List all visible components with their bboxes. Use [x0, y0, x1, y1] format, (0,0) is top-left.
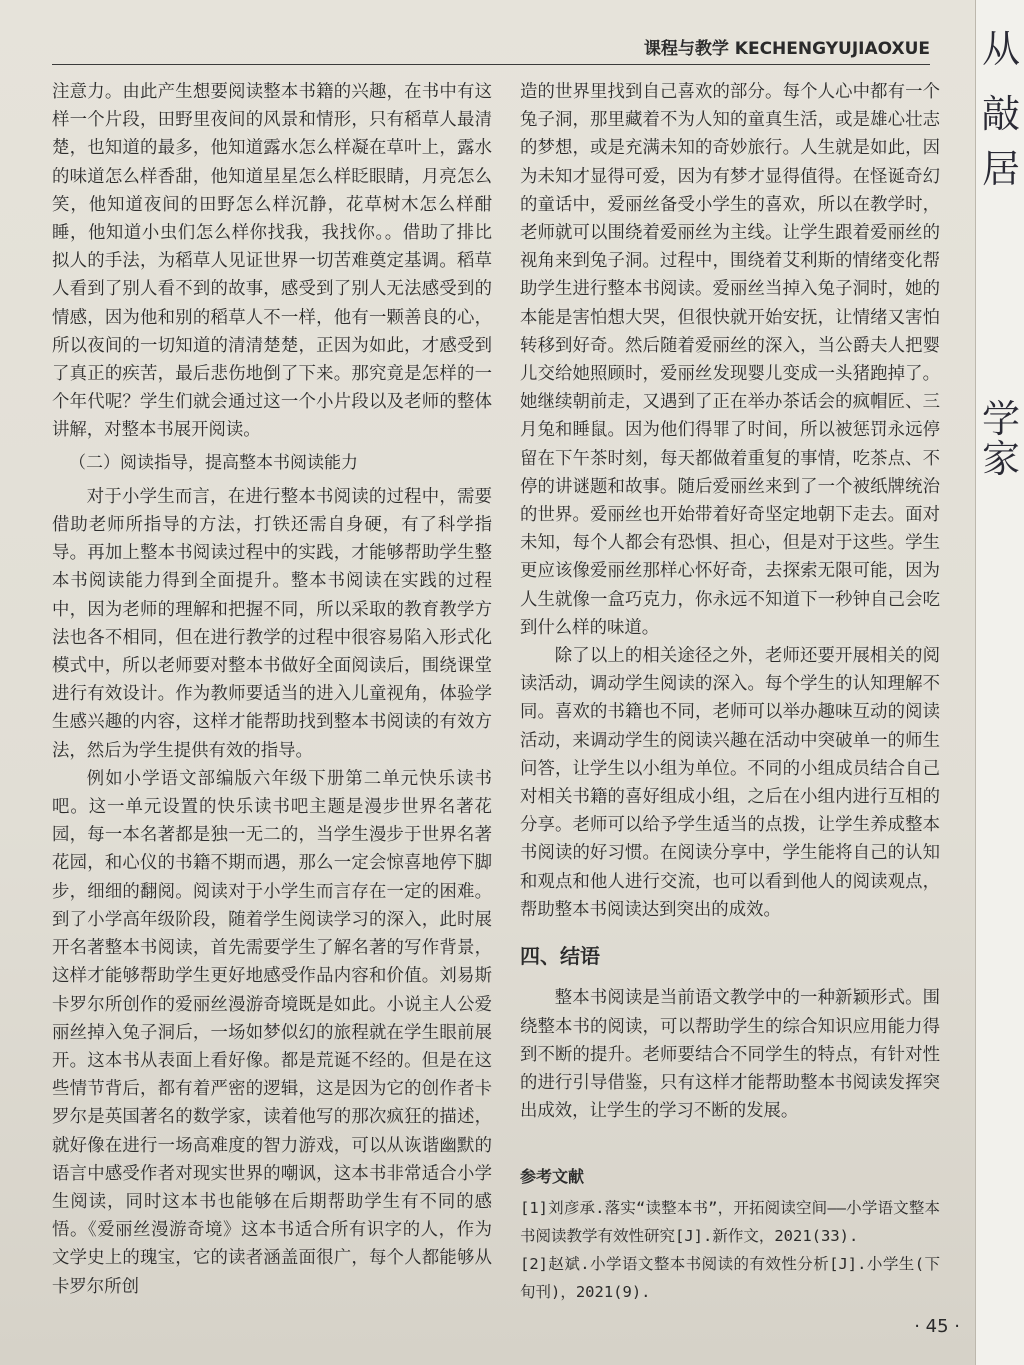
left-para-2: 对于小学生而言，在进行整本书阅读的过程中，需要借助老师所指导的方法，打铁还需自身硬，有了科学指导。再加上整本书阅读过程中的实践，才能够帮助学生整本书阅读能力得到全面提升。整本书阅读在实践的过程中，因为老师的理解和把握不同，所以采取的教育教学方法也各不相同，但在进行教学的过程中很容易陷入形式化模式中，所以老师要对整本书做好全面阅读后，围绕课堂进行有效设计。作为教师要适当的进入儿童视角，体验学生感兴趣的内容，这样才能帮助找到整本书阅读的有效方法，然后为学生提供有效的指导。 [52, 486, 492, 761]
left-para-3: 例如小学语文部编版六年级下册第二单元快乐读书吧。这一单元设置的快乐读书吧主题是漫步世界名著花园，每一本名著都是独一无二的，当学生漫步于世界名著花园，和心仪的书籍不期而遇，那么一定会惊喜地停下脚步，细细的翻阅。阅读对于小学生而言存在一定的困难。到了小学高年级阶段，随着学生阅读学习的深入，此时展开名著整本书阅读，首先需要学生了解名著的写作背景，这样才能够帮助学生更好地感受作品内容和价值。刘易斯卡罗尔所创作的爱丽丝漫游奇境既是如此。小说主人公爱丽丝掉入兔子洞后，一场如梦似幻的旅程就在学生眼前展开。这本书从表面上看好像。都是荒诞不经的。但是在这些情节背后，都有着严密的逻辑，这是因为它的创作者卡罗尔是英国著名的数学家，读着他写的那次疯狂的描述，就好像在进行一场高难度的智力游戏，可以从诙谐幽默的语言中感受作者对现实世界的嘲讽，这本书非常适合小学生阅读，同时这本书也能够在后期帮助学生有不同的感悟。《爱丽丝漫游奇境》这本书适合所有识字的人，作为文学史上的瑰宝，它的读者涵盖面很广，每个人都能够从卡罗尔所创 [52, 768, 492, 1297]
right-column [520, 78, 940, 1306]
references-title: 参考文献 [520, 1167, 585, 1187]
reference-item: [1]刘彦承.落实“读整本书”，开拓阅读空间——小学语文整本书阅读教学有效性研究[J].新作文，2021(33). [520, 1198, 940, 1245]
side-handwritten-paper [975, 0, 1024, 1365]
reference-item: [2]赵斌.小学语文整本书阅读的有效性分析[J].小学生(下旬刊)，2021(9). [520, 1254, 940, 1301]
handwriting-mark: 敲 [982, 92, 1021, 136]
page-number: · 45 · [914, 1316, 960, 1337]
subheading-reading-guidance: （二）阅读指导，提高整本书阅读能力 [69, 452, 358, 473]
running-header [52, 34, 930, 65]
right-para-2: 除了以上的相关途径之外，老师还要开展相关的阅读活动，调动学生阅读的深入。每个学生的认知理解不同。喜欢的书籍也不同，老师可以举办趣味互动的阅读活动，来调动学生的阅读兴趣在活动中突破单一的师生问答，让学生以小组为单位。不同的小组成员结合自己对相关书籍的喜好组成小组，之后在小组内进行互相的分享。老师可以给予学生适当的点拨，让学生养成整本书阅读的好习惯。在阅读分享中，学生能将自己的认知和观点和他人进行交流，也可以看到他人的阅读观点，帮助整本书阅读达到突出的成效。 [520, 646, 940, 920]
header-title: 课程与教学 KECHENGYUJIAOXUE [643, 39, 930, 59]
right-para-3: 整本书阅读是当前语文教学中的一种新颖形式。围绕整本书的阅读，可以帮助学生的综合知识应用能力得到不断的提升。老师要结合不同学生的特点，有针对性的进行引导借鉴，只有这样才能帮助整本书阅读发挥突出成效，让学生的学习不断的发展。 [520, 988, 940, 1122]
handwriting-mark: 从 [982, 27, 1021, 71]
right-para-1: 造的世界里找到自己喜欢的部分。每个人心中都有一个兔子洞，那里藏着不为人知的童真生活，或是雄心壮志的梦想，或是充满未知的奇妙旅行。人生就是如此，因为未知才显得可爱，因为有梦才显得值得。在怪诞奇幻的童话中，爱丽丝备受小学生的喜欢，所以在教学时，老师就可以围绕着爱丽丝为主线。让学生跟着爱丽丝的视角来到兔子洞。过程中，围绕着艾利斯的情绪变化帮助学生进行整本书阅读。爱丽丝当掉入兔子洞时，她的本能是害怕想大哭，但很快就开始安抚，让情绪又害怕转移到好奇。然后随着爱丽丝的深入，当公爵夫人把婴儿交给她照顾时，爱丽丝发现婴儿变成一头猪跑掉了。她继续朝前走，又遇到了正在举办茶话会的疯帽匠、三月兔和睡鼠。因为他们得罪了时间，所以被惩罚永远停留在下午茶时刻，每天都做着重复的事情，吃茶点、不停的讲谜题和故事。随后爱丽丝来到了一个被纸牌统治的世界。爱丽丝也开始带着好奇坚定地朝下走去。面对未知，每个人都会有恐惧、担心，但是对于这些。学生更应该像爱丽丝那样心怀好奇，去探索无限可能，因为人生就像一盒巧克力，你永远不知道下一秒钟自己会吃到什么样的味道。 [520, 82, 940, 638]
handwriting-mark: 居 [982, 147, 1021, 191]
handwriting-mark: 家 [982, 437, 1021, 481]
left-column [52, 78, 492, 1301]
left-para-1: 注意力。由此产生想要阅读整本书籍的兴趣，在书中有这样一个片段，田野里夜间的风景和情形，只有稻草人最清楚，也知道的最多，他知道露水怎么样凝在草叶上，露水的味道怎么样香甜，他知道星星怎么样眨眼睛，月亮怎么笑，他知道夜间的田野怎么样沉静，花草树木怎么样酣睡，他知道小虫们怎么样你找我，我找你。。借助了排比拟人的手法，为稻草人见证世界一切苦难奠定基调。稻草人看到了别人看不到的故事，感受到了别人无法感受到的情感，因为他和别的稻草人不一样，他有一颗善良的心，所以夜间的一切知道的清清楚楚，正因为如此，才感受到了真正的疾苦，最后悲伤地倒了下来。那究竟是怎样的一个年代呢？学生们就会通过这一个小片段以及老师的整体讲解，对整本书展开阅读。 [52, 82, 492, 441]
handwriting-mark: 学 [982, 397, 1021, 441]
section-heading-conclusion: 四、结语 [520, 944, 600, 969]
